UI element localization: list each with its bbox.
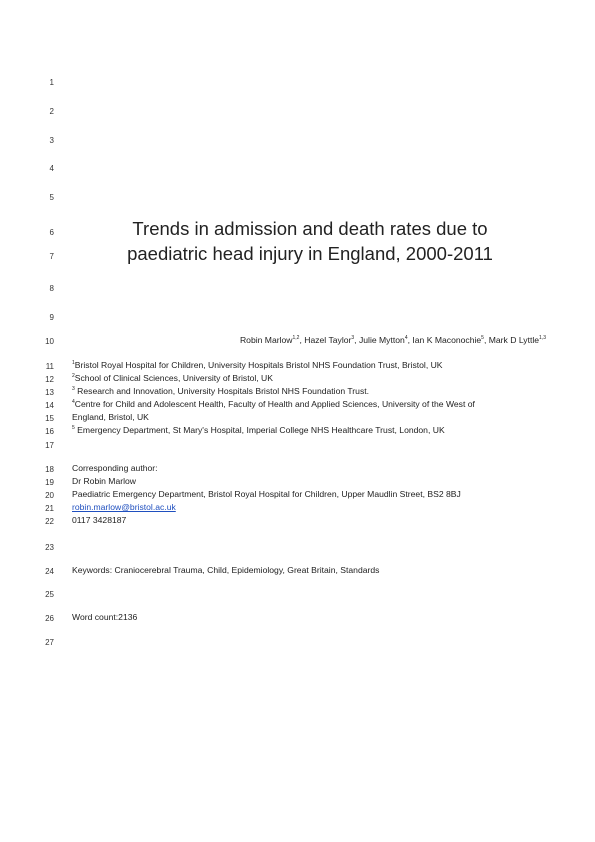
affiliation-text: School of Clinical Sciences, University of Bristol, UK bbox=[74, 373, 273, 383]
affiliation-text: Centre for Child and Adolescent Health, Faculty of Health and Applied Sciences, University of the West of bbox=[74, 399, 475, 409]
correspondence-address: Paediatric Emergency Department, Bristol Royal Hospital for Children, Upper Maudlin Street, BS2 8BJ bbox=[72, 489, 461, 499]
correspondence-name: Dr Robin Marlow bbox=[72, 476, 136, 486]
author-name: Hazel Taylor bbox=[304, 335, 352, 345]
paper-title-line-2: paediatric head injury in England, 2000-2011 bbox=[127, 243, 493, 264]
affiliation-item bbox=[72, 425, 445, 436]
author-affiliation-sup: 4 bbox=[404, 335, 408, 341]
correspondence-email-link[interactable]: robin.marlow@bristol.ac.uk bbox=[72, 502, 176, 512]
line-number: 26 bbox=[45, 614, 54, 623]
line-number: 9 bbox=[49, 313, 54, 322]
author-name: Julie Mytton bbox=[358, 335, 405, 345]
line-number: 8 bbox=[49, 284, 54, 293]
line-number: 4 bbox=[49, 164, 54, 173]
line-number: 1 bbox=[49, 78, 54, 87]
line-number: 19 bbox=[45, 478, 54, 487]
line-number: 25 bbox=[45, 590, 54, 599]
affiliation-item bbox=[72, 360, 443, 371]
line-number: 11 bbox=[45, 362, 54, 371]
author-name: Mark D Lyttle bbox=[488, 335, 540, 345]
author-list: Robin Marlow$^{1,2}$, Hazel Taylor$^3$, Julie Mytton$^4$, Ian K Maconochie$^5$, Mark D Lyttle$^{1,3}$ bbox=[239, 335, 546, 345]
line-number: 16 bbox=[45, 427, 54, 436]
author-affiliation-sup: 3 bbox=[351, 335, 355, 341]
line-number: 7 bbox=[49, 252, 54, 261]
line-number: 10 bbox=[45, 337, 54, 346]
author-name: Robin Marlow bbox=[239, 335, 293, 345]
line-number: 20 bbox=[45, 491, 54, 500]
affiliation-item bbox=[72, 399, 475, 410]
line-number: 3 bbox=[49, 136, 54, 145]
affiliation-sup: 3 bbox=[72, 386, 75, 392]
word-count: Word count:2136 bbox=[72, 612, 138, 622]
line-number: 18 bbox=[45, 465, 54, 474]
line-number: 24 bbox=[45, 567, 54, 576]
affiliation-continuation bbox=[72, 412, 149, 423]
affiliation-sup: 1 bbox=[72, 360, 75, 366]
line-number: 21 bbox=[45, 504, 54, 513]
affiliation-sup: 2 bbox=[72, 373, 75, 379]
affiliation-item bbox=[72, 373, 273, 384]
line-number: 6 bbox=[49, 228, 54, 237]
author-affiliation-sup: 5 bbox=[481, 335, 484, 341]
line-number: 17 bbox=[45, 441, 54, 450]
author-affiliation-sup: 1,2 bbox=[292, 335, 300, 341]
affiliation-text: Bristol Royal Hospital for Children, University Hospitals Bristol NHS Foundation Trust, Bristol, UK bbox=[74, 360, 443, 370]
affiliation-sup: 5 bbox=[72, 425, 75, 431]
affiliation-item bbox=[72, 386, 369, 397]
line-number: 13 bbox=[45, 388, 54, 397]
line-number: 23 bbox=[45, 543, 54, 552]
line-number: 2 bbox=[49, 107, 54, 116]
affiliation-text: England, Bristol, UK bbox=[72, 412, 149, 422]
affiliation-text: Emergency Department, St Mary's Hospital, Imperial College NHS Healthcare Trust, London, UK bbox=[77, 425, 445, 435]
line-number: 14 bbox=[45, 401, 54, 410]
paper-title-line-1: Trends in admission and death rates due to bbox=[132, 218, 488, 239]
keywords: Keywords: Craniocerebral Trauma, Child, Epidemiology, Great Britain, Standards bbox=[72, 565, 380, 575]
author-name: Ian K Maconochie bbox=[412, 335, 482, 345]
affiliation-text: Research and Innovation, University Hospitals Bristol NHS Foundation Trust. bbox=[77, 386, 370, 396]
line-number: 5 bbox=[49, 193, 54, 202]
line-number: 15 bbox=[45, 414, 54, 423]
line-number: 27 bbox=[45, 638, 54, 647]
line-number: 12 bbox=[45, 375, 54, 384]
correspondence-heading: Corresponding author: bbox=[72, 463, 158, 473]
author-affiliation-sup: 1,3 bbox=[539, 335, 546, 341]
line-number: 22 bbox=[45, 517, 54, 526]
correspondence-phone: 0117 3428187 bbox=[72, 515, 127, 525]
affiliation-sup: 4 bbox=[72, 399, 75, 405]
